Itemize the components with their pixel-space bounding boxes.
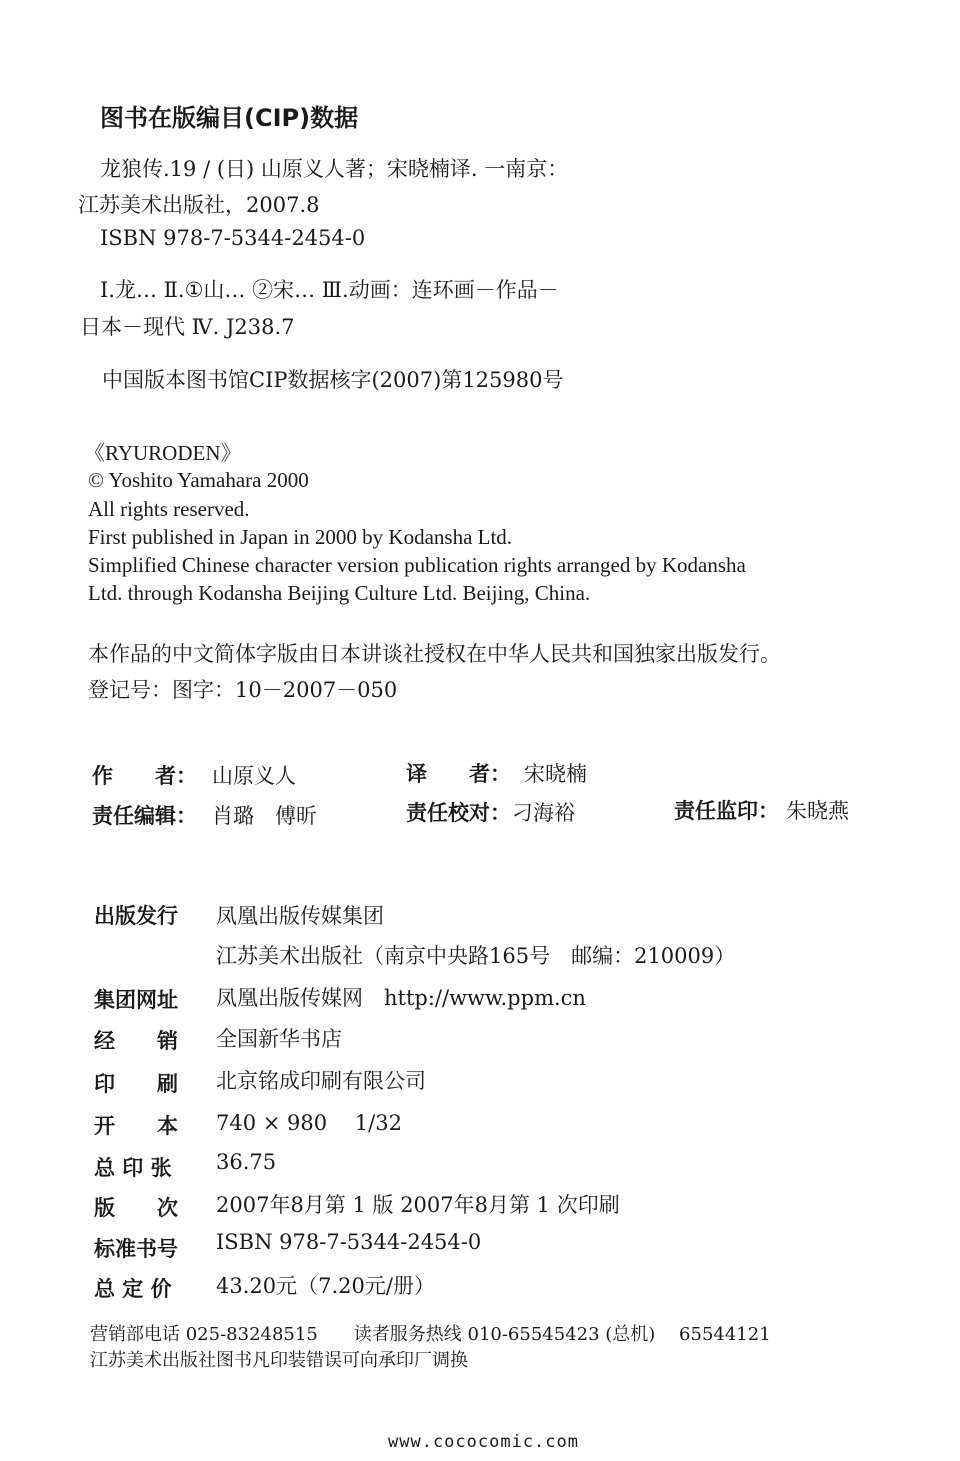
cip-line-6: 中国版本图书馆CIP数据核字(2007)第125980号: [102, 368, 564, 392]
marketing-phone: 营销部电话 025-83248515 读者服务热线 010-65545423 (总机) 65544121: [90, 1324, 771, 1345]
printer-value: 北京铭成印刷有限公司: [216, 1069, 426, 1093]
registration-number: 登记号：图字：10－2007－050: [88, 678, 398, 702]
proofreader-label: 责任校对：: [406, 801, 511, 825]
format-label: 开 本: [94, 1114, 178, 1138]
copyright-arrangement-1: Simplified Chinese character version publication rights arranged by Kodansha: [88, 553, 746, 577]
format-value: 740 × 980 1/32: [216, 1111, 402, 1135]
isbn-value: ISBN 978-7-5344-2454-0: [216, 1230, 482, 1254]
proofreader-value: 刁海裕: [512, 801, 575, 825]
edition-label: 版 次: [94, 1196, 178, 1220]
license-statement: 本作品的中文简体字版由日本讲谈社授权在中华人民共和国独家出版发行。: [88, 642, 781, 666]
price-value: 43.20元（7.20元/册）: [216, 1274, 435, 1298]
cip-title: 图书在版编目(CIP)数据: [100, 104, 359, 132]
copyright-arrangement-2: Ltd. through Kodansha Beijing Culture Ltd. Beijing, China.: [88, 581, 591, 605]
publisher-label: 出版发行: [94, 904, 178, 928]
print-error-notice: 江苏美术出版社图书凡印装错误可向承印厂调换: [90, 1350, 468, 1371]
copyright-title: 《RYURODEN》: [84, 441, 242, 465]
translator-value: 宋晓楠: [524, 762, 587, 786]
editor-value: 肖璐 傅昕: [212, 804, 317, 828]
cip-line-4: Ⅰ.龙… Ⅱ.①山… ②宋… Ⅲ.动画：连环画－作品－: [100, 278, 559, 302]
author-label: 作 者：: [92, 764, 197, 788]
cip-line-2: 江苏美术出版社，2007.8: [78, 193, 320, 217]
publisher-group: 凤凰出版传媒集团: [216, 904, 384, 928]
website-label: 集团网址: [94, 988, 178, 1012]
printer-label: 印 刷: [94, 1072, 178, 1096]
copyright-holder: © Yoshito Yamahara 2000: [88, 468, 309, 492]
edition-value: 2007年8月第 1 版 2007年8月第 1 次印刷: [216, 1193, 620, 1217]
cip-line-1: 龙狼传.19 / (日) 山原义人著；宋晓楠译. 一南京：: [100, 157, 569, 181]
copyright-first-published: First published in Japan in 2000 by Kodansha Ltd.: [88, 525, 513, 549]
watermark-url: www.cococomic.com: [388, 1432, 579, 1452]
sheets-label: 总 印 张: [94, 1156, 172, 1180]
website-value: 凤凰出版传媒网 http://www.ppm.cn: [216, 986, 586, 1010]
cip-line-3: ISBN 978-7-5344-2454-0: [100, 226, 366, 250]
print-supervisor-label: 责任监印：: [674, 799, 779, 823]
sheets-value: 36.75: [216, 1150, 277, 1174]
print-supervisor-value: 朱晓燕: [786, 799, 849, 823]
price-label: 总 定 价: [94, 1277, 172, 1301]
author-value: 山原义人: [212, 764, 296, 788]
editor-label: 责任编辑：: [92, 804, 197, 828]
publisher-house: 江苏美术出版社（南京中央路165号 邮编：210009）: [216, 944, 736, 968]
copyright-rights: All rights reserved.: [88, 497, 250, 521]
isbn-label: 标准书号: [94, 1237, 178, 1261]
distributor-value: 全国新华书店: [216, 1027, 342, 1051]
cip-line-5: 日本－现代 Ⅳ. J238.7: [80, 315, 295, 339]
translator-label: 译 者：: [406, 762, 511, 786]
distributor-label: 经 销: [94, 1029, 178, 1053]
